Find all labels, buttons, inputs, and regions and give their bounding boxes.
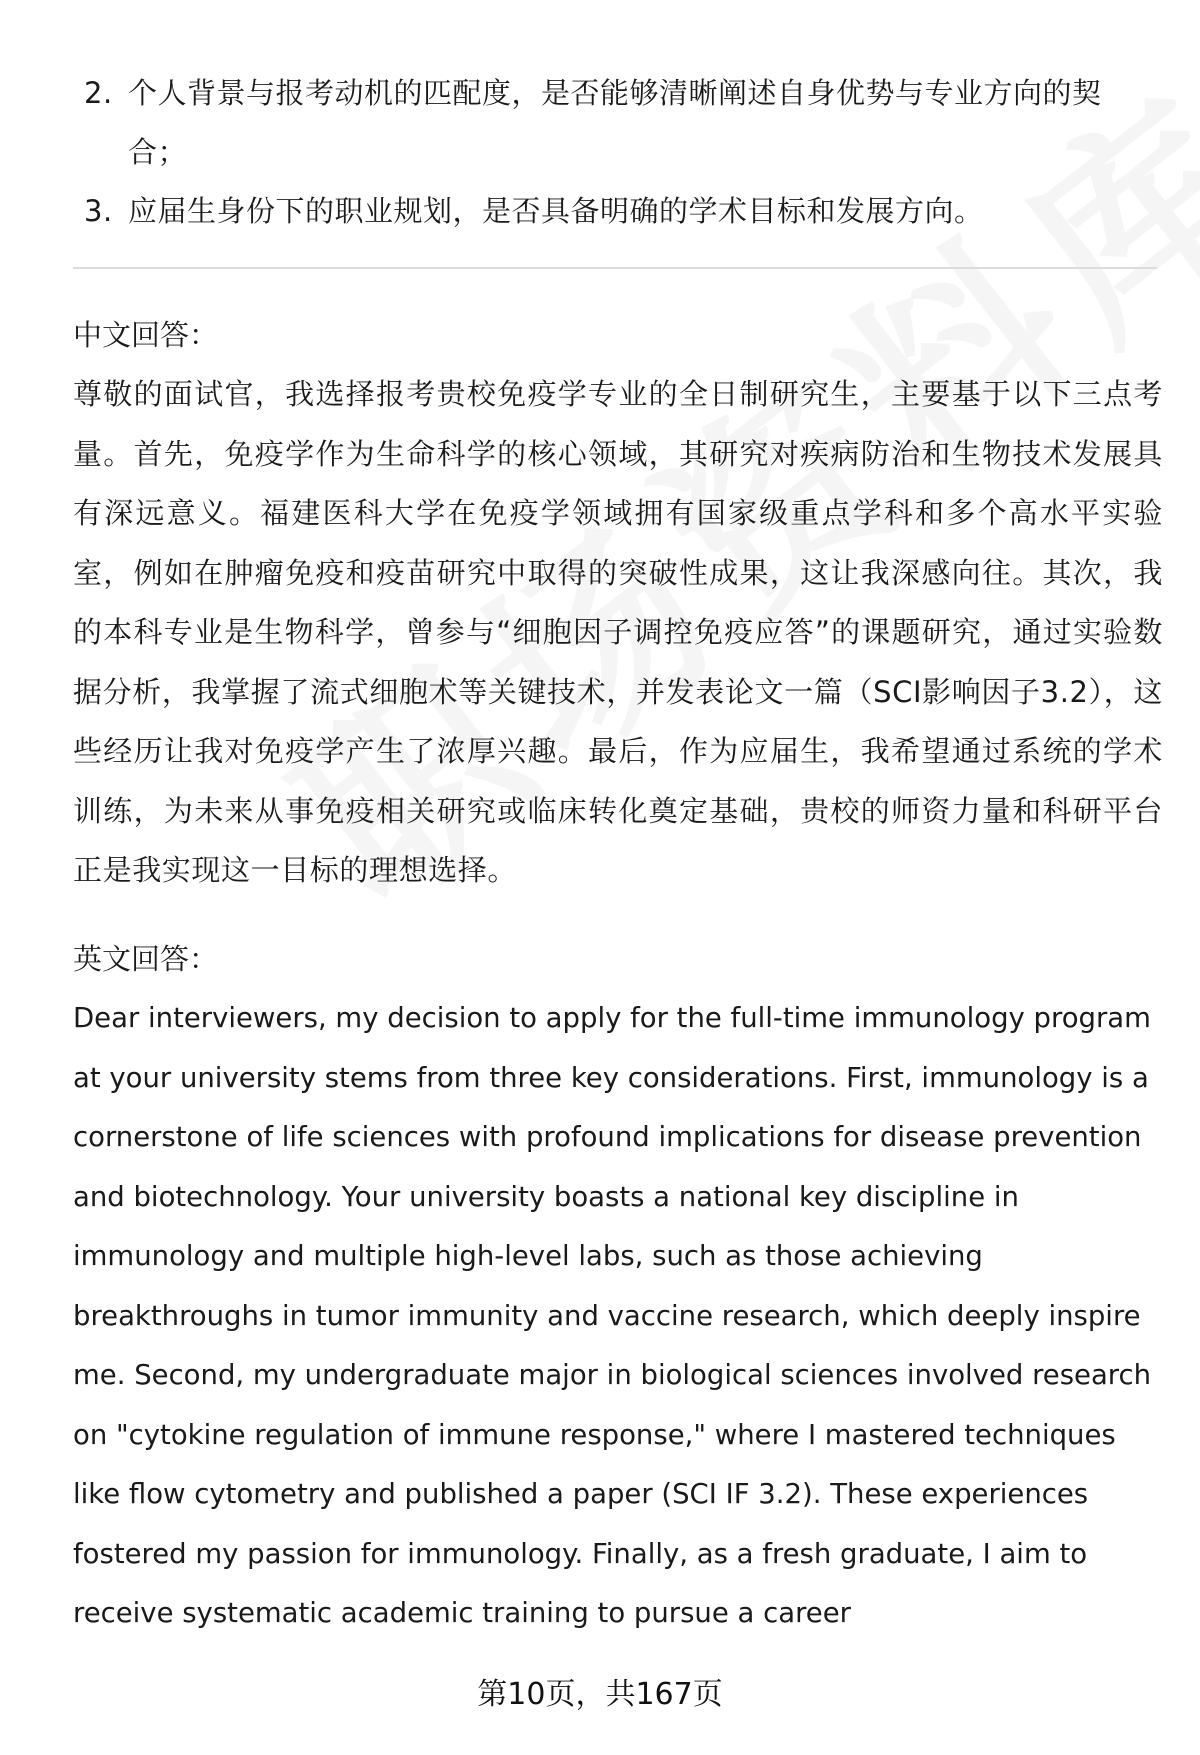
chinese-answer-label: 中文回答： [73,318,219,352]
criteria-item-text: 个人背景与报考动机的匹配度，是否能够清晰阐述自身优势与专业方向的契合； [128,76,1102,169]
section-divider [73,267,1157,269]
english-answer-section [73,930,1163,1644]
chinese-answer-section [73,306,1163,901]
english-answer-label: 英文回答： [73,942,219,976]
criteria-item-number: 2. [84,76,113,110]
criteria-item [76,182,1156,241]
criteria-item-number: 3. [84,194,113,228]
english-answer-body: Dear interviewers, my decision to apply for the full-time immunology program at your university stems from three key considerations. First, immunology is a cornerstone of life sciences with profound implications for disease prevention and biotechnology. Your university boasts a national key discipline in immunology and multiple high-level labs, such as those achieving breakthroughs in tumor immunity and vaccine research, which deeply inspire me. Second, my undergraduate major in biological sciences involved research on "cytokine regulation of immune response," where I mastered techniques like flow cytometry and published a paper (SCI IF 3.2). These experiences fostered my passion for immunology. Finally, as a fresh graduate, I aim to receive systematic academic training to pursue a career [73,1002,1152,1629]
criteria-item-text: 应届生身份下的职业规划，是否具备明确的学术目标和发展方向。 [128,194,984,228]
chinese-answer-body: 尊敬的面试官，我选择报考贵校免疫学专业的全日制研究生，主要基于以下三点考量。首先，免疫学作为生命科学的核心领域，其研究对疾病防治和生物技术发展具有深远意义。福建医科大学在免疫学领域拥有国家级重点学科和多个高水平实验室，例如在肿瘤免疫和疫苗研究中取得的突破性成果，这让我深感向往。其次，我的本科专业是生物科学，曾参与“细胞因子调控免疫应答”的课题研究，通过实验数据分析，我掌握了流式细胞术等关键技术，并发表论文一篇（SCI影响因子3.2），这些经历让我对免疫学产生了浓厚兴趣。最后，作为应届生，我希望通过系统的学术训练，为未来从事免疫相关研究或临床转化奠定基础，贵校的师资力量和科研平台正是我实现这一目标的理想选择。 [73,377,1163,887]
criteria-item [76,64,1156,182]
page-number: 第10页，共167页 [477,1677,723,1712]
evaluation-criteria-list [76,64,1156,241]
